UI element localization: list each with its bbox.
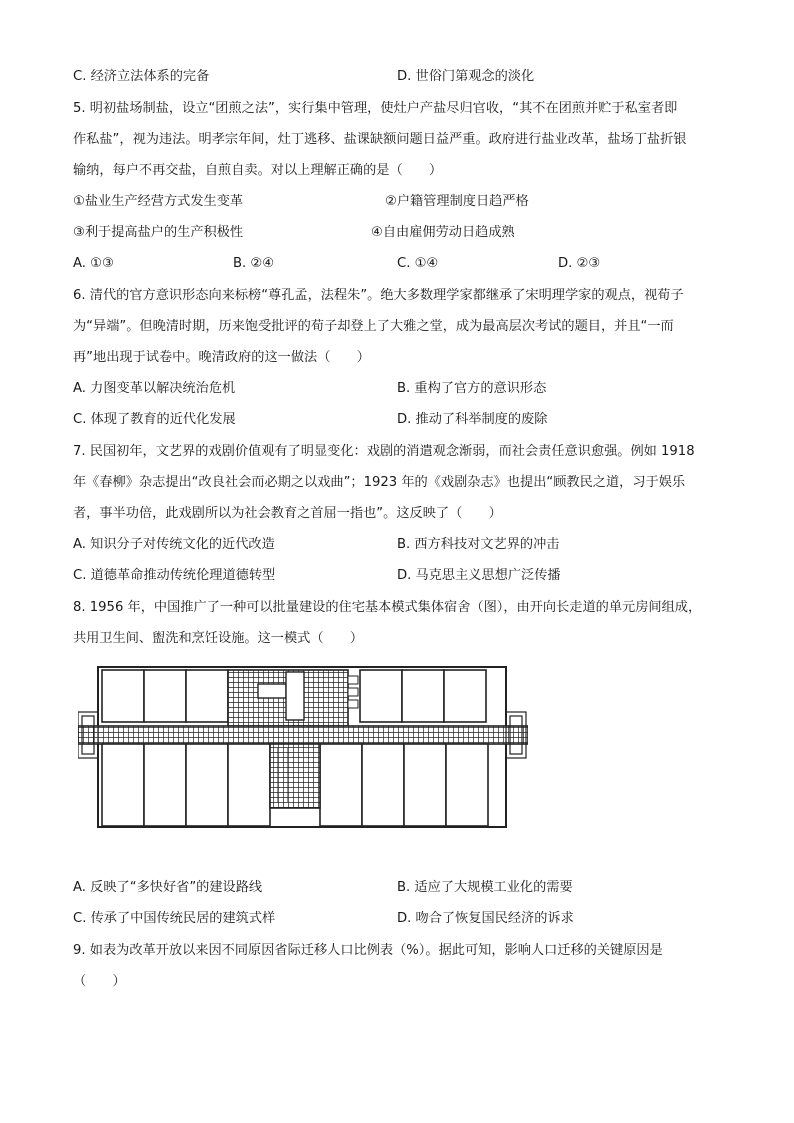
q5-option-b[interactable]: B. ②④	[233, 256, 275, 271]
q5-item-3: ③利于提高盐户的生产积极性	[73, 225, 244, 240]
q5-stem-line-1: 5. 明初盐场制盐，设立“团煎之法”，实行集中管理，使灶户产盐尽归官收，“其不在团煎并贮于私室者即	[73, 101, 678, 116]
q5-item-1: ①盐业生产经营方式发生变革	[73, 194, 244, 209]
core-room	[258, 684, 286, 698]
q9-stem-line-2: （ ）	[73, 974, 126, 989]
q5-option-d[interactable]: D. ②③	[558, 256, 601, 271]
q5-item-2: ②户籍管理制度日趋严格	[385, 194, 529, 209]
q6-option-d[interactable]: D. 推动了科举制度的废除	[397, 412, 548, 427]
core-cells	[348, 676, 358, 708]
q6-option-c[interactable]: C. 体现了教育的近代化发展	[73, 412, 236, 427]
q5-stem-line-2: 作私盐”，视为违法。明孝宗年间，灶丁逃移、盐课缺额问题日益严重。政府进行盐业改革，盐场丁盐折银	[73, 132, 687, 147]
q6-stem-line-2: 为“异端”。但晚清时期，历来饱受批评的荀子却登上了大雅之堂，成为最高层次考试的题目，并且“一而	[73, 319, 674, 334]
q8-stem-line-1: 8. 1956 年，中国推广了一种可以批量建设的住宅基本模式集体宿舍（图），由开向长走道的单元房间组成，	[73, 600, 702, 615]
q7-option-c[interactable]: C. 道德革命推动传统伦理道德转型	[73, 568, 276, 583]
q9-stem-line-1: 9. 如表为改革开放以来因不同原因省际迁移人口比例表（%）。据此可知，影响人口迁移的关键原因是	[73, 943, 663, 958]
q6-stem-line-3: 再”地出现于试卷中。晚清政府的这一做法（ ）	[73, 350, 370, 365]
q6-option-b[interactable]: B. 重构了官方的意识形态	[397, 381, 547, 396]
q5-option-a[interactable]: A. ①③	[73, 256, 114, 271]
q7-option-d[interactable]: D. 马克思主义思想广泛传播	[397, 568, 561, 583]
q7-stem-line-2: 年《春柳》杂志提出“改良社会而必期之以戏曲”；1923 年的《戏剧杂志》也提出“顾教民之道，习于娱乐	[73, 475, 686, 490]
q8-option-c[interactable]: C. 传承了中国传统民居的建筑式样	[73, 911, 276, 926]
q4-option-d[interactable]: D. 世俗门第观念的淡化	[397, 69, 535, 84]
core-shaft	[286, 672, 304, 720]
dormitory-floor-plan	[78, 662, 528, 830]
q6-stem-line-1: 6. 清代的官方意识形态向来标榜“尊孔孟，法程朱”。绝大多数理学家都继承了宋明理学家的观点，视荀子	[73, 288, 684, 303]
long-corridor	[78, 726, 528, 744]
q8-option-b[interactable]: B. 适应了大规模工业化的需要	[397, 880, 573, 895]
q7-option-b[interactable]: B. 西方科技对文艺界的冲击	[397, 537, 560, 552]
q5-item-4: ④自由雇佣劳动日趋成熟	[371, 225, 515, 240]
q8-stem-line-2: 共用卫生间、盥洗和烹饪设施。这一模式（ ）	[73, 631, 364, 646]
q8-option-d[interactable]: D. 吻合了恢复国民经济的诉求	[397, 911, 574, 926]
q6-option-a[interactable]: A. 力图变革以解决统治危机	[73, 381, 236, 396]
q8-option-a[interactable]: A. 反映了“多快好省”的建设路线	[73, 880, 263, 895]
q7-option-a[interactable]: A. 知识分子对传统文化的近代改造	[73, 537, 275, 552]
q4-option-c[interactable]: C. 经济立法体系的完备	[73, 69, 210, 84]
q7-stem-line-1: 7. 民国初年，文艺界的戏剧价值观有了明显变化：戏剧的消遣观念渐弱，而社会责任意识愈强。例如 1918	[73, 444, 695, 459]
q5-stem-line-3: 输纳，每户不再交盐，自煎自卖。对以上理解正确的是（ ）	[73, 163, 443, 178]
q5-option-c[interactable]: C. ①④	[397, 256, 439, 271]
q7-stem-line-3: 者，事半功倍，此戏剧所以为社会教育之首屈一指也”。这反映了（ ）	[73, 506, 502, 521]
